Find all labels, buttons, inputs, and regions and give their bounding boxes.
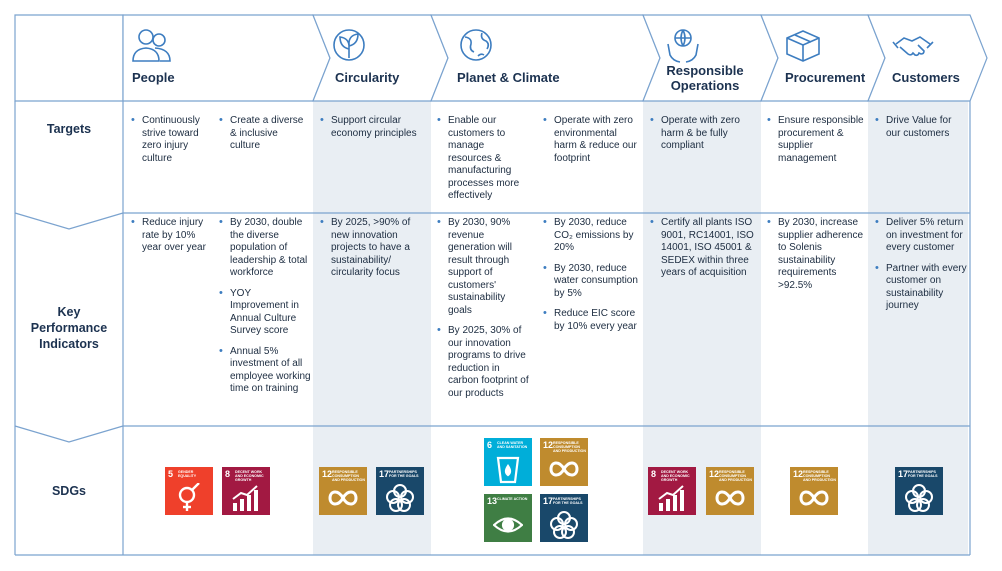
row-divider-targets [15,213,123,229]
bullet-item: • Deliver 5% return on investment for every customer [872,217,967,255]
target-planet-b [540,115,640,173]
bullet-item: • By 2030, increase supplier adherence to Solenis sustainability requirements >92.5% [764,217,866,292]
bullet-item: • By 2030, double the diverse population of leadership & total workforce [216,217,312,280]
kpi-planet-b [540,217,640,341]
sdg-12-responsible-consumption-tile: 12 RESPONSIBLE CONSUMPTION AND PRODUCTION [540,438,588,486]
kpi-planet-a [434,217,530,408]
bullet-item: • Reduce EIC score by 10% every year [540,308,640,333]
target-people-b [216,115,308,161]
sdg-13-climate-action-tile: 13 CLIMATE ACTION [484,494,532,542]
bullet-list [647,115,757,153]
kpi-circularity [317,217,429,288]
bullet-item: • By 2025, >90% of new innovation projects to have a sustainability/ circularity focus [317,217,429,280]
bullet-item: • By 2030, reduce CO₂ emissions by 20% [540,217,640,255]
bullet-item: • Operate with zero harm & be fully compliant [647,115,757,153]
bullet-list [872,217,967,313]
bullet-item: • Create a diverse & inclusive culture [216,115,308,153]
bullet-item: • Support circular economy principles [317,115,429,140]
kpi-customers [872,217,967,321]
gender-icon [174,483,204,513]
target-people-a [128,115,212,173]
bullet-list [764,115,864,165]
sdg-5-gender-equality-tile: 5 GENDER EQUALITY [165,467,213,515]
row-label-targets: Targets [46,122,92,136]
bullet-list [216,115,308,153]
bullet-list [434,115,530,203]
bullet-item: • By 2030, reduce water consumption by 5% [540,263,640,301]
sdg-6-clean-water-tile: 6 CLEAN WATER AND SANITATION [484,438,532,486]
bullet-item: • Operate with zero environmental harm & reduce our footprint [540,115,640,165]
kpi-procurement [764,217,866,300]
bullet-item: • Certify all plants ISO 9001, RC14001, ISO 14001, ISO 45001 & SEDEX within three years of acquisition [647,217,757,280]
row-divider-kpi [15,426,123,442]
growth-chart-icon [231,483,261,513]
bullet-item: • By 2030, 90% revenue generation will result through support of customers' sustainability goals [434,217,530,317]
row-label-kpi: Key Performance Indicators [30,304,108,351]
infinity-icon [328,483,358,513]
header-chevron-procurement [761,15,885,101]
flower-rings-icon [385,483,415,513]
bullet-list [434,217,530,400]
bullet-list [128,115,212,165]
column-title-people: People [132,70,175,85]
bullet-list [764,217,866,292]
header-chevron-planet [431,15,660,101]
column-title-procurement: Procurement [785,70,866,85]
header-chevron-people [123,15,330,101]
header-chevron-circularity [313,15,448,101]
sdg-8-decent-work-tile: 8 DECENT WORK AND ECONOMIC GROWTH [222,467,270,515]
sdg-12-responsible-consumption-tile: 12 RESPONSIBLE CONSUMPTION AND PRODUCTION [319,467,367,515]
bullet-list [540,115,640,165]
bullet-list [647,217,757,280]
sdg-17-partnerships-tile: 17 PARTNERSHIPS FOR THE GOALS [376,467,424,515]
bullet-item: • Drive Value for our customers [872,115,967,140]
target-customers [872,115,967,148]
flower-rings-icon [904,483,934,513]
growth-chart-icon [657,483,687,513]
bullet-item: • Continuously strive toward zero injury culture [128,115,212,165]
header-chevron-customers [868,15,987,101]
bullet-list [317,115,429,140]
bullet-list [128,217,212,255]
sdg-17-partnerships-tile: 17 PARTNERSHIPS FOR THE GOALS [895,467,943,515]
target-procurement [764,115,864,173]
column-title-responsible: Responsible Operations [666,63,744,93]
target-responsible [647,115,757,161]
kpi-responsible [647,217,757,288]
infinity-icon [799,483,829,513]
column-title-customers: Customers [892,70,960,85]
bullet-item: • Ensure responsible procurement & supplier management [764,115,864,165]
row-label-sdgs: SDGs [51,484,87,498]
target-circularity [317,115,429,148]
bullet-list [872,115,967,140]
bullet-item: • Partner with every customer on sustainability journey [872,263,967,313]
bullet-list [317,217,429,280]
kpi-people-b [216,217,312,404]
flower-rings-icon [549,510,579,540]
bullet-item: • Enable our customers to manage resources & manufacturing processes more effectively [434,115,530,203]
sdg-12-responsible-consumption-tile: 12 RESPONSIBLE CONSUMPTION AND PRODUCTION [706,467,754,515]
bullet-item: • By 2025, 30% of our innovation programs to drive reduction in carbon footprint of our products [434,325,530,400]
infinity-icon [715,483,745,513]
sdg-8-decent-work-tile: 8 DECENT WORK AND ECONOMIC GROWTH [648,467,696,515]
bullet-item: • Reduce injury rate by 10% year over year [128,217,212,255]
infinity-icon [549,454,579,484]
bullet-item: • YOY Improvement in Annual Culture Survey score [216,288,312,338]
kpi-people-a [128,217,212,263]
column-title-circularity: Circularity [335,70,400,85]
sdg-12-responsible-consumption-tile: 12 RESPONSIBLE CONSUMPTION AND PRODUCTION [790,467,838,515]
water-glass-icon [493,454,523,484]
bullet-list [216,217,312,396]
target-planet-a [434,115,530,211]
eye-globe-icon [493,510,523,540]
sdg-17-partnerships-tile: 17 PARTNERSHIPS FOR THE GOALS [540,494,588,542]
column-title-planet: Planet & Climate [457,70,560,85]
bullet-list [540,217,640,333]
corner-cell [15,15,123,101]
bullet-item: • Annual 5% investment of all employee working time on training [216,346,312,396]
